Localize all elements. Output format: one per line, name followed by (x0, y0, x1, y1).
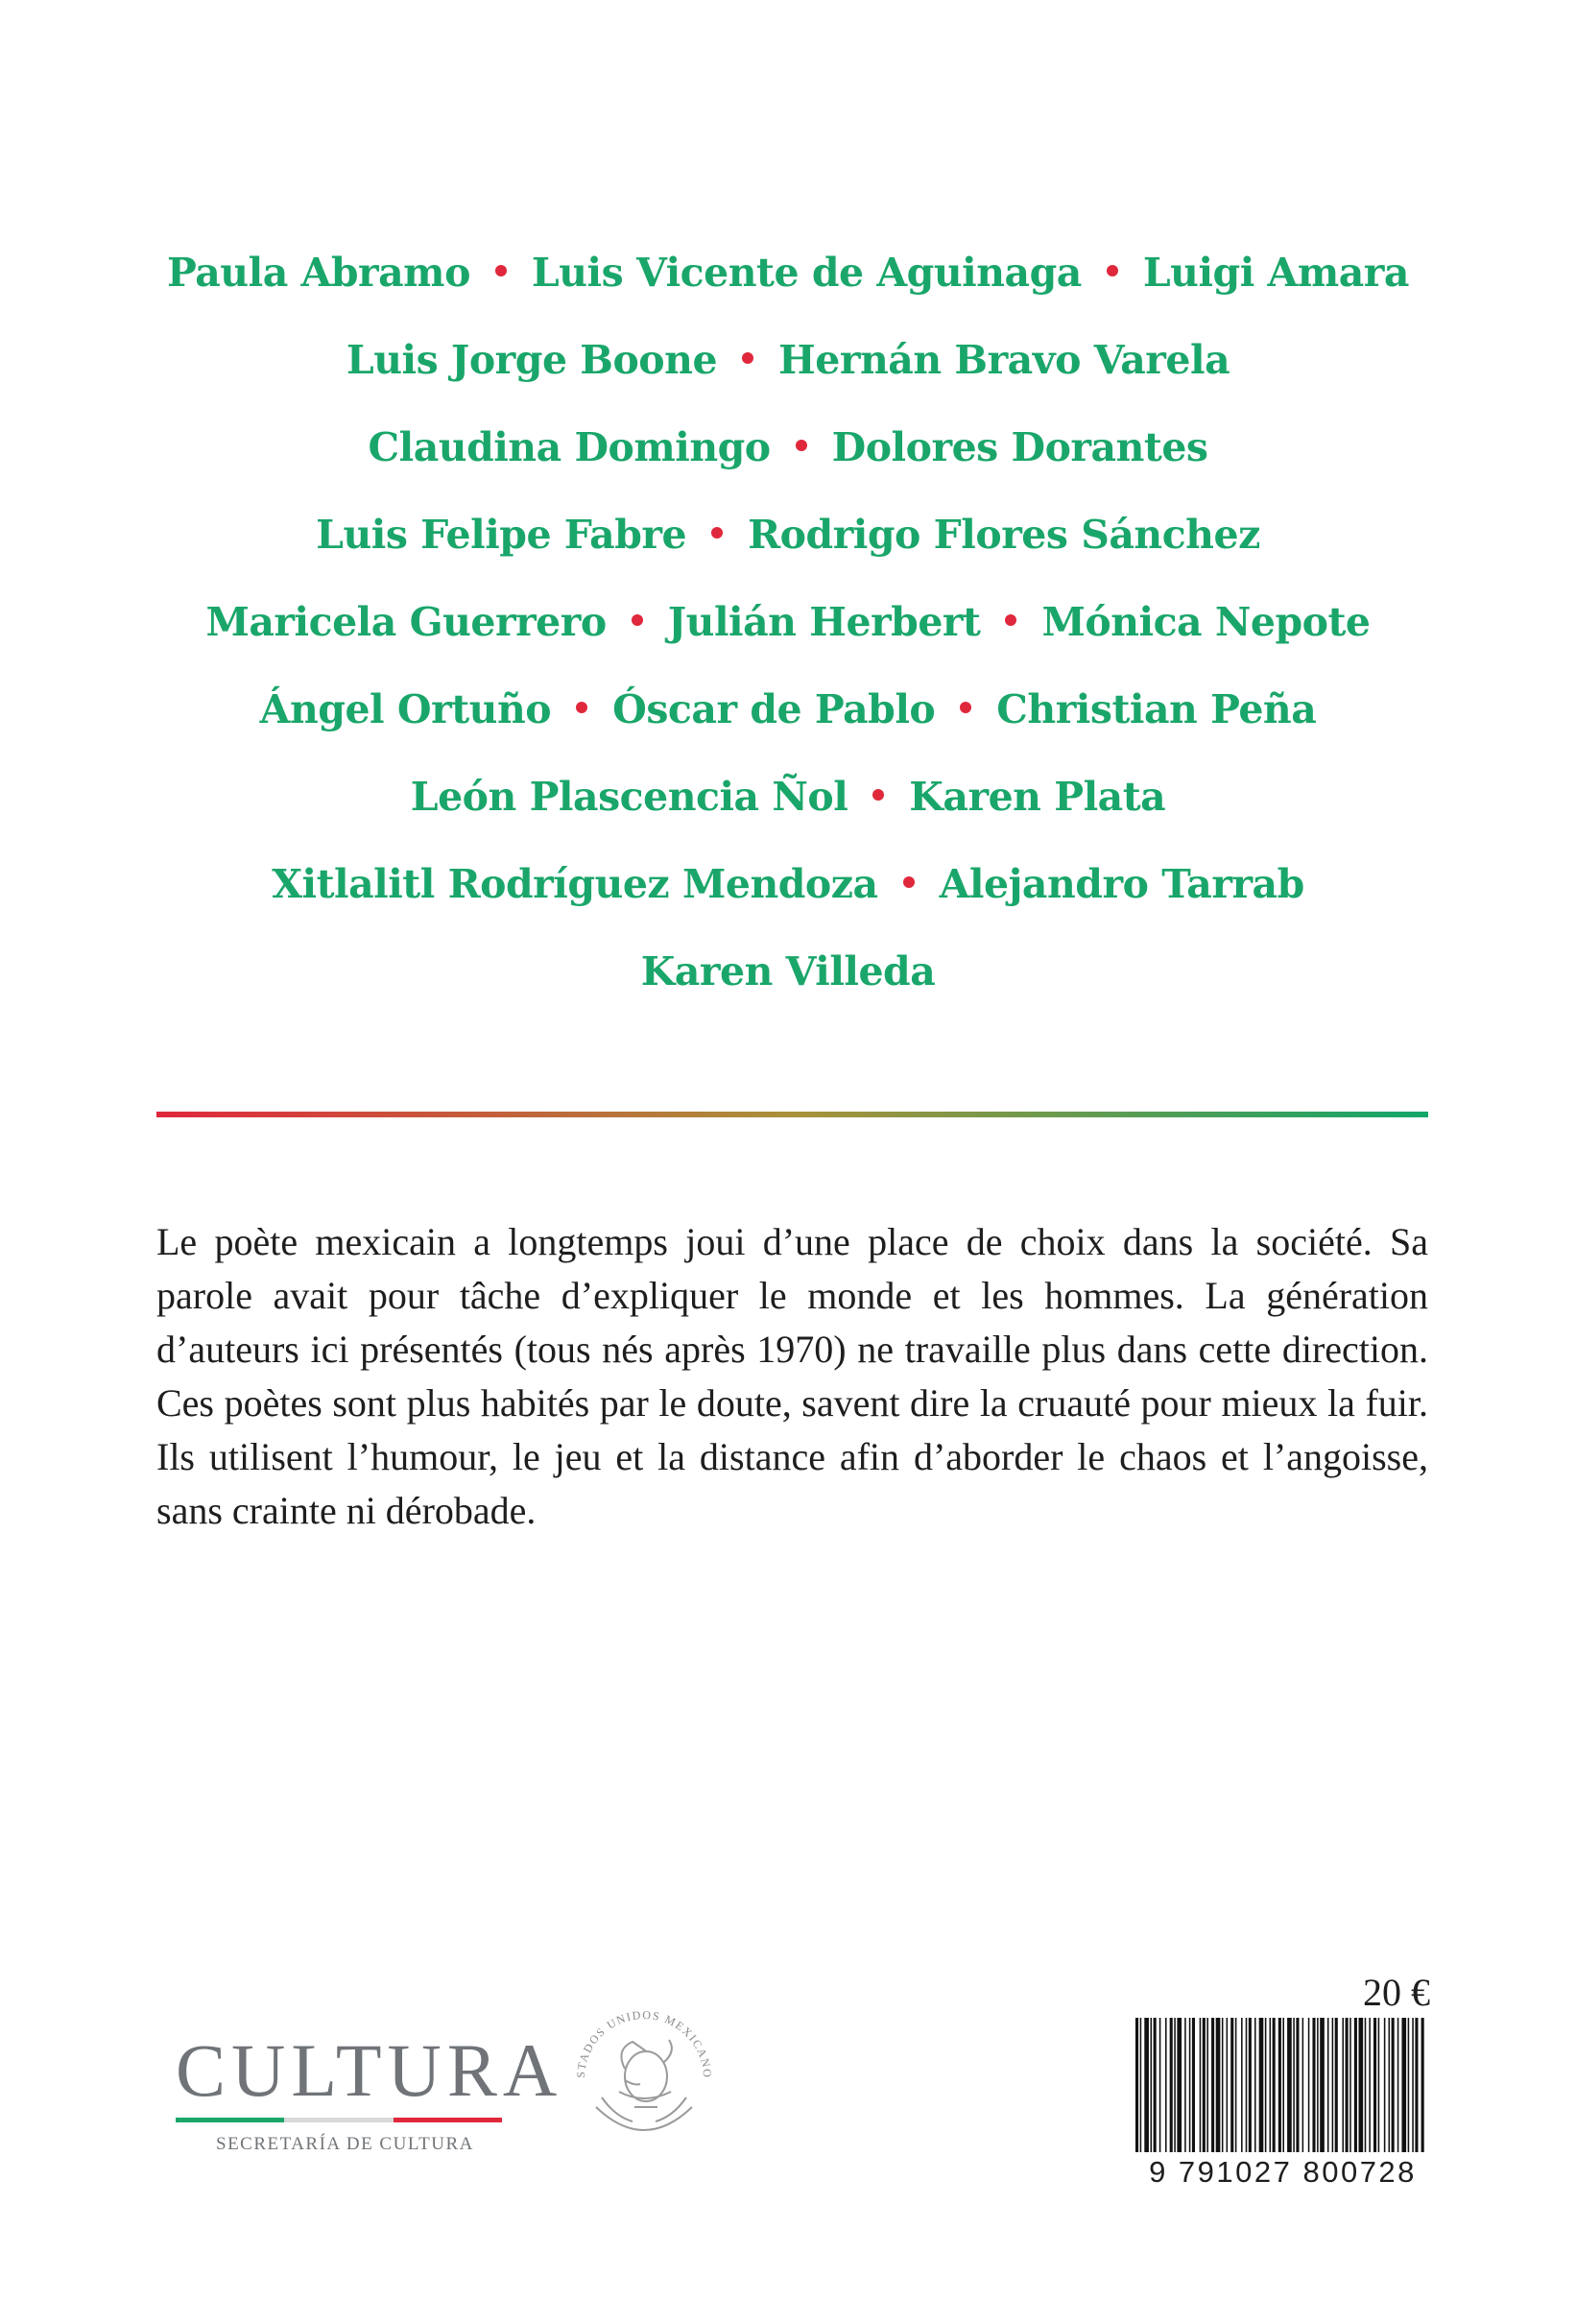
barcode-bar (1397, 2018, 1399, 2152)
barcode-bar (1365, 2018, 1367, 2152)
author-name: Claudina Domingo (368, 423, 771, 470)
barcode-bar (1189, 2018, 1191, 2152)
barcode-bar (1384, 2018, 1386, 2152)
barcode-bar (1408, 2018, 1410, 2152)
cultura-logo-tricolor-bar (176, 2118, 502, 2122)
barcode-bar (1421, 2018, 1424, 2152)
back-cover-blurb: Le poète mexicain a longtemps joui d’une place de choix dans la société. Sa parole avait pour tâche d’expliquer le monde et les hommes. La génération d’auteurs ici présentés (tous nés après 1970) ne travaille plus dans cette direction. Ces poètes sont plus habités par le doute, savent dire la cruauté pour mieux la fuir. Ils utilisent l’humour, le jeu et la distance afin d’aborder le chaos et l’angoisse, sans crainte ni dérobade. (156, 1220, 1428, 1532)
barcode-bar (1412, 2018, 1414, 2152)
barcode-bar (1327, 2018, 1329, 2152)
author-line (272, 840, 1304, 927)
barcode-bar (1216, 2018, 1221, 2152)
cultura-logo-subtitle: SECRETARÍA DE CULTURA (216, 2134, 474, 2154)
svg-text:ESTADOS UNIDOS MEXICANOS (558, 1992, 714, 2079)
cultura-logo-name: CULTURA (176, 2028, 563, 2112)
author-name: Julián Herbert (667, 598, 981, 645)
gradient-divider (156, 1112, 1428, 1117)
author-name: Luis Jorge Boone (346, 336, 718, 383)
bullet-dot-icon (495, 265, 507, 276)
barcode-bar (1369, 2018, 1371, 2152)
barcode-bar (1287, 2018, 1292, 2152)
author-name: Xitlalitl Rodríguez Mendoza (272, 860, 878, 907)
author-line (346, 316, 1230, 403)
barcode-bar (1140, 2018, 1142, 2152)
price-label: 20 € (1363, 1971, 1430, 2014)
barcode-bar (1273, 2018, 1276, 2152)
author-line (167, 228, 1409, 316)
barcode-bar (1159, 2018, 1161, 2152)
barcode-bar (1354, 2018, 1357, 2152)
author-line (205, 578, 1370, 665)
barcode-bar (1259, 2018, 1264, 2152)
barcode-bar (1135, 2018, 1138, 2152)
bullet-dot-icon (632, 614, 643, 626)
barcode-bar (1235, 2018, 1237, 2152)
barcode-bar (1312, 2018, 1315, 2152)
bullet-dot-icon (872, 789, 884, 801)
barcode-bar (1320, 2018, 1325, 2152)
barcode-bar (1200, 2018, 1202, 2152)
author-line (260, 665, 1317, 753)
barcode-bar (1335, 2018, 1338, 2152)
barcode-bar (1332, 2018, 1334, 2152)
author-name: León Plascencia Ñol (410, 773, 848, 820)
barcode-bar (1170, 2018, 1173, 2152)
barcode-bar (1359, 2018, 1364, 2152)
bullet-dot-icon (1107, 265, 1118, 276)
barcode-bar (1206, 2018, 1208, 2152)
barcode-bar (1144, 2018, 1149, 2152)
barcode-bar (1246, 2018, 1248, 2152)
barcode-bar (1151, 2018, 1153, 2152)
barcode-bar (1270, 2018, 1272, 2152)
barcode-bar (1346, 2018, 1349, 2152)
bullet-dot-icon (1005, 614, 1016, 626)
isbn-barcode (1135, 2018, 1430, 2176)
barcode-bar (1389, 2018, 1391, 2152)
author-line (411, 753, 1166, 840)
barcode-bar (1254, 2018, 1256, 2152)
author-line (316, 491, 1260, 578)
author-line (641, 927, 936, 1015)
barcode-bar (1278, 2018, 1281, 2152)
barcode-bar (1227, 2018, 1229, 2152)
author-name: Hernán Bravo Varela (778, 336, 1230, 383)
author-list (0, 228, 1576, 1015)
bullet-dot-icon (903, 876, 915, 888)
barcode-bar (1293, 2018, 1295, 2152)
author-name: Karen Villeda (640, 947, 936, 994)
barcode-bar (1302, 2018, 1304, 2152)
barcode-bar (1308, 2018, 1310, 2152)
author-name: Alejandro Tarrab (939, 860, 1304, 907)
barcode-bar (1192, 2018, 1195, 2152)
barcode-bar (1342, 2018, 1344, 2152)
barcode-bar (1184, 2018, 1186, 2152)
author-name: Ángel Ortuño (259, 685, 552, 732)
barcode-bar (1222, 2018, 1224, 2152)
bullet-dot-icon (960, 702, 971, 713)
barcode-bar (1211, 2018, 1214, 2152)
barcode-bar (1282, 2018, 1284, 2152)
barcode-bar (1265, 2018, 1267, 2152)
barcode-bar (1203, 2018, 1206, 2152)
barcode-bar (1349, 2018, 1351, 2152)
barcode-bar (1230, 2018, 1233, 2152)
barcode-bar (1401, 2018, 1406, 2152)
barcode-bar (1317, 2018, 1319, 2152)
author-name: Luigi Amara (1142, 249, 1409, 296)
barcode-bar (1177, 2018, 1182, 2152)
author-name: Rodrigo Flores Sánchez (748, 511, 1260, 558)
barcode-bar (1165, 2018, 1167, 2152)
author-name: Luis Vicente de Aguinaga (531, 249, 1082, 296)
isbn-digits: 9 791027 800728 (1149, 2155, 1417, 2189)
bullet-dot-icon (576, 702, 587, 713)
seal-text: STADOS UNIDOS MEXICANO (573, 2007, 715, 2079)
barcode-bar (1296, 2018, 1299, 2152)
author-name: Christian Peña (996, 685, 1317, 732)
barcode-bar (1415, 2018, 1418, 2152)
author-name: Mónica Nepote (1041, 598, 1371, 645)
bullet-dot-icon (711, 527, 723, 539)
barcode-bar (1392, 2018, 1395, 2152)
author-name: Maricela Guerrero (205, 598, 607, 645)
barcode-bar (1174, 2018, 1176, 2152)
author-line (368, 403, 1207, 491)
author-name: Óscar de Pablo (612, 685, 936, 732)
barcode-bar (1154, 2018, 1157, 2152)
author-name: Paula Abramo (167, 249, 470, 296)
barcode-bar (1378, 2018, 1380, 2152)
barcode-bar (1241, 2018, 1243, 2152)
author-name: Luis Felipe Fabre (316, 511, 687, 558)
author-name: Dolores Dorantes (831, 423, 1208, 470)
barcode-bar (1249, 2018, 1252, 2152)
mexican-coat-of-arms-icon (558, 1992, 730, 2165)
author-name: Karen Plata (909, 773, 1166, 820)
bullet-dot-icon (796, 440, 807, 451)
barcode-bar (1373, 2018, 1376, 2152)
cultura-logo (176, 2028, 563, 2155)
bullet-dot-icon (742, 352, 753, 364)
